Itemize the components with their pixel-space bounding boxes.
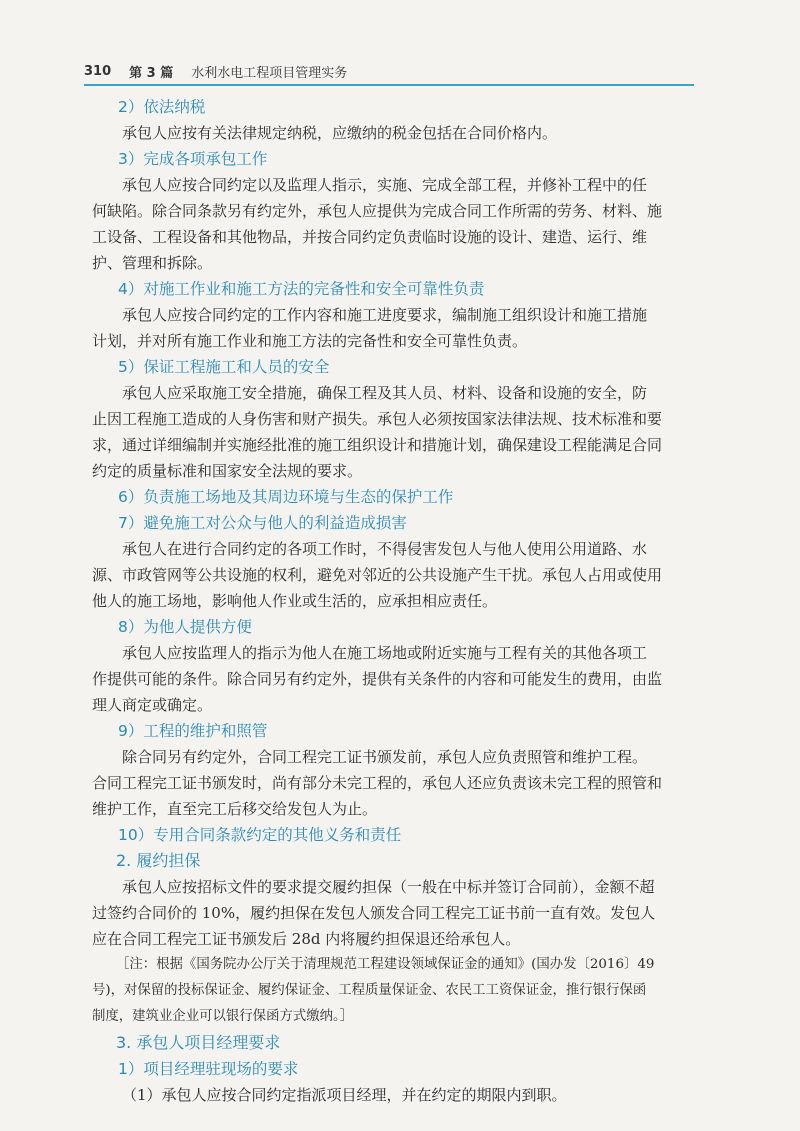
- page-number: 310: [84, 63, 112, 79]
- text-line: 过签约合同价的 10%，履约担保在发包人颁发合同工程完工证书前一直有效。发包人: [92, 904, 656, 922]
- text-line: 承包人应按合同约定的工作内容和施工进度要求，编制施工组织设计和施工措施: [122, 306, 648, 324]
- part-label: 第 3 篇: [129, 65, 174, 81]
- section-heading-performance-bond: 2. 履约担保: [116, 851, 201, 870]
- text-line: 护、管理和拆除。: [92, 254, 213, 272]
- book-title: 水利水电工程项目管理实务: [191, 65, 348, 81]
- text-line: 承包人应按招标文件的要求提交履约担保（一般在中标并签订合同前），金额不超: [122, 878, 655, 896]
- subsection-heading: 10）专用合同条款约定的其他义务和责任: [118, 826, 402, 844]
- paragraph: [92, 744, 692, 822]
- text-line: 计划，并对所有施工作业和施工方法的完备性和安全可靠性负责。: [92, 332, 528, 350]
- note-line: 号)，对保留的投标保证金、履约保证金、工程质量保证金、农民工工资保证金，推行银行保函: [92, 983, 647, 998]
- subsection-heading: 9）工程的维护和照管: [118, 722, 268, 740]
- text-line: 承包人应按合同约定以及监理人指示，实施、完成全部工程，并修补工程中的任: [122, 176, 648, 194]
- note-paragraph: [92, 952, 692, 1030]
- paragraph: [92, 302, 692, 354]
- page-body: [92, 94, 692, 1108]
- text-line: 应在合同工程完工证书颁发后 28d 内将履约担保退还给承包人。: [92, 930, 521, 948]
- page-header: [84, 60, 694, 82]
- subsection-heading: 6）负责施工场地及其周边环境与生态的保护工作: [118, 488, 454, 506]
- subsection-heading: 5）保证工程施工和人员的安全: [118, 358, 330, 376]
- paragraph-performance-bond: [92, 874, 692, 952]
- text-line: 作提供可能的条件。除合同另有约定外，提供有关条件的内容和可能发生的费用，由监: [92, 670, 663, 688]
- paragraph: [92, 536, 692, 614]
- text-line: 源、市政管网等公共设施的权利，避免对邻近的公共设施产生干扰。承包人占用或使用: [92, 566, 663, 584]
- text-line: 理人商定或确定。: [92, 696, 213, 714]
- text-line: 承包人应按监理人的指示为他人在施工场地或附近实施与工程有关的其他各项工: [122, 644, 648, 662]
- text-line: 承包人应采取施工安全措施，确保工程及其人员、材料、设备和设施的安全，防: [122, 384, 648, 402]
- text-line: 承包人应按有关法律规定纳税，应缴纳的税金包括在合同价格内。: [122, 124, 558, 142]
- text-line: 合同工程完工证书颁发时，尚有部分未完工程的，承包人还应负责该未完工程的照管和: [92, 774, 663, 792]
- text-line: 止因工程施工造成的人身伤害和财产损失。承包人必须按国家法律法规、技术标准和要: [92, 410, 663, 428]
- obligations-list: [92, 94, 692, 848]
- note-line: 制度，建筑业企业可以银行保函方式缴纳。］: [92, 1009, 354, 1024]
- paragraph: [92, 380, 692, 484]
- subsection-heading-on-site: 1）项目经理驻现场的要求: [118, 1060, 299, 1078]
- subsection-heading: 7）避免施工对公众与他人的利益造成损害: [118, 514, 407, 532]
- text-line: 他人的施工场地，影响他人作业或生活的，应承担相应责任。: [92, 592, 498, 610]
- text-line: 约定的质量标准和国家安全法规的要求。: [92, 462, 363, 480]
- paragraph: [92, 120, 692, 146]
- subsection-heading: 4）对施工作业和施工方法的完备性和安全可靠性负责: [118, 280, 485, 298]
- text-line: 维护工作，直至完工后移交给发包人为止。: [92, 800, 378, 818]
- paragraph: [92, 172, 692, 276]
- text-line: 工设备、工程设备和其他物品，并按合同约定负责临时设施的设计、建造、运行、维: [92, 228, 648, 246]
- header-rule: [84, 84, 694, 86]
- subsection-heading: 3）完成各项承包工作: [118, 150, 268, 168]
- note-line: ［注：根据《国务院办公厅关于清理规范工程建设领域保证金的通知》(国办发〔2016〕49: [116, 957, 655, 972]
- subsection-heading: 8）为他人提供方便: [118, 618, 252, 636]
- text-line: 何缺陷。除合同条款另有约定外，承包人应提供为完成合同工作所需的劳务、材料、施: [92, 202, 663, 220]
- paragraph: [92, 640, 692, 718]
- list-item: （1）承包人应按合同约定指派项目经理，并在约定的期限内到职。: [122, 1086, 567, 1104]
- text-line: 承包人在进行合同约定的各项工作时，不得侵害发包人与他人使用公用道路、水: [122, 540, 648, 558]
- text-line: 求，通过详细编制并实施经批准的施工组织设计和措施计划，确保建设工程能满足合同: [92, 436, 663, 454]
- text-line: 除合同另有约定外，合同工程完工证书颁发前，承包人应负责照管和维护工程。: [122, 748, 648, 766]
- section-heading-project-manager: 3. 承包人项目经理要求: [116, 1033, 281, 1052]
- subsection-heading: 2）依法纳税: [118, 98, 206, 116]
